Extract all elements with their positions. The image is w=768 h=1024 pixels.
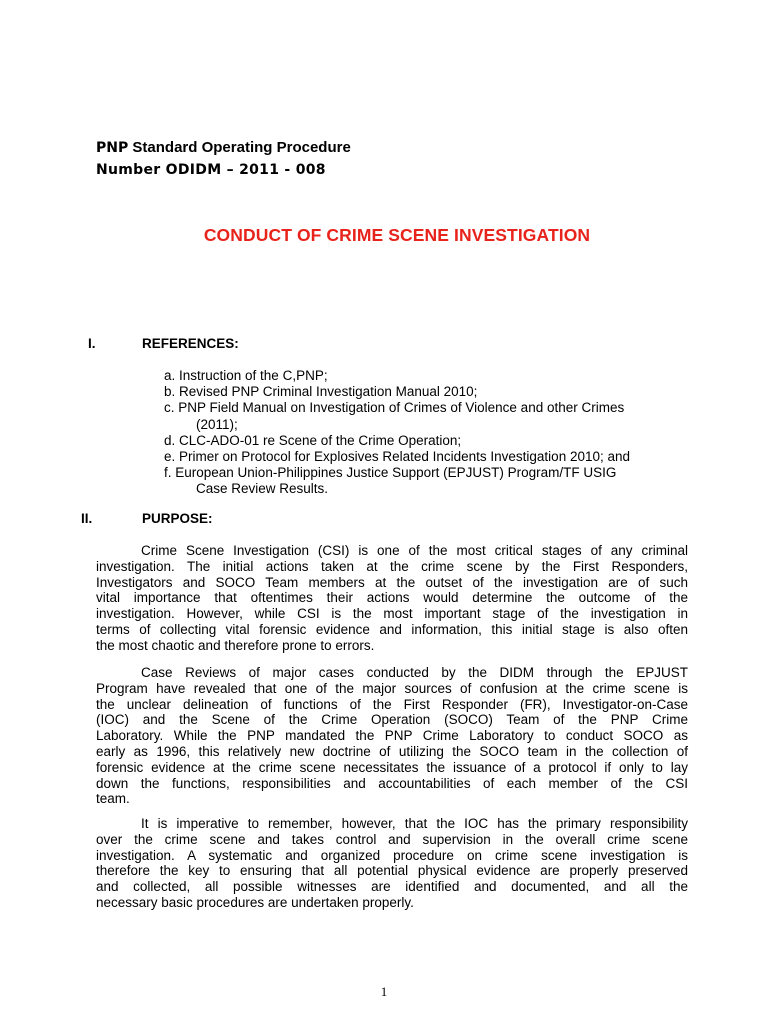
section-number-references: I. — [88, 336, 96, 351]
document-title: CONDUCT OF CRIME SCENE INVESTIGATION — [203, 225, 591, 245]
paragraph-line: investigation. However, while CSI is the most important stage of the investigation in — [96, 606, 688, 622]
reference-text: f. European Union-Philippines Justice Support (EPJUST) Program/TF USIG — [164, 465, 617, 481]
purpose-paragraph-2 — [96, 665, 688, 807]
reference-text: d. CLC-ADO-01 re Scene of the Crime Operation; — [164, 432, 462, 448]
paragraph-line: the most chaotic and therefore prone to errors. — [96, 637, 375, 653]
paragraph-line: and collected, all possible witnesses are identified and documented, and all the — [96, 879, 688, 895]
paragraph-line: (IOC) and the Scene of the Crime Operation (SOCO) Team of the PNP Crime — [96, 712, 688, 728]
sop-type: Standard Operating Procedure — [128, 139, 351, 156]
paragraph-line: It is imperative to remember, however, that the IOC has the primary responsibility — [141, 816, 688, 831]
document-header — [96, 137, 351, 181]
reference-text: a. Instruction of the C,PNP; — [164, 368, 328, 383]
paragraph-line: down the functions, responsibilities and accountabilities of each member of the CSI — [96, 775, 688, 791]
purpose-paragraph-1 — [96, 543, 688, 654]
paragraph-line: Laboratory. While the PNP mandated the PNP Crime Laboratory to conduct SOCO as — [96, 728, 688, 744]
paragraph-line: therefore the key to ensuring that all potential physical evidence are properly preserved — [96, 863, 688, 879]
sop-org: PNP — [96, 140, 129, 156]
paragraph-line: Case Reviews of major cases conducted by the DIDM through the EPJUST — [141, 665, 688, 680]
paragraph-line: investigation. The initial actions taken at the crime scene by the First Responders, — [96, 558, 688, 574]
page-number: 1 — [380, 984, 388, 999]
paragraph-line: investigation. A systematic and organized procedure on crime scene investigation is — [96, 847, 688, 863]
paragraph-line: Program have revealed that one of the major sources of confusion at the crime scene is — [96, 680, 688, 696]
paragraph-line: over the crime scene and takes control and supervision in the overall crime scene — [96, 831, 688, 847]
paragraph-line: Investigators and SOCO Team members at the outset of the investigation are of such — [96, 574, 688, 590]
reference-text: c. PNP Field Manual on Investigation of Crimes of Violence and other Crimes — [164, 400, 625, 416]
reference-text-continued: Case Review Results. — [196, 481, 329, 497]
paragraph-line: vital importance that oftentimes their actions would determine the outcome of the — [96, 590, 688, 606]
reference-text: b. Revised PNP Criminal Investigation Manual 2010; — [164, 384, 478, 400]
sop-number: Number ODIDM – 2011 - 008 — [96, 162, 326, 178]
paragraph-line: the unclear delineation of functions of the First Responder (FR), Investigator-on-Case — [96, 696, 688, 712]
paragraph-line: terms of collecting vital forensic evidence and information, this initial stage is also often — [96, 621, 688, 637]
reference-item — [164, 449, 630, 465]
section-number-purpose: II. — [81, 511, 93, 526]
section-heading-purpose: PURPOSE: — [142, 511, 213, 526]
reference-item — [164, 368, 630, 384]
reference-item — [164, 433, 630, 449]
reference-item — [164, 384, 630, 400]
sop-title-line — [96, 137, 351, 159]
paragraph-line: early as 1996, this relatively new doctrine of utilizing the SOCO team in the collection of — [96, 743, 688, 759]
reference-text: e. Primer on Protocol for Explosives Related Incidents Investigation 2010; and — [164, 449, 631, 465]
purpose-paragraph-3 — [96, 816, 688, 911]
paragraph-line: forensic evidence at the crime scene necessitates the issuance of a protocol if only to lay — [96, 759, 688, 775]
paragraph-line: necessary basic procedures are undertaken properly. — [96, 894, 414, 910]
section-heading-references: REFERENCES: — [142, 336, 239, 351]
reference-item — [164, 400, 630, 432]
reference-item — [164, 465, 630, 497]
references-list — [164, 368, 630, 498]
paragraph-line: Crime Scene Investigation (CSI) is one of the most critical stages of any criminal — [141, 543, 688, 558]
reference-text-continued: (2011); — [196, 416, 238, 432]
paragraph-line: team. — [96, 791, 130, 807]
